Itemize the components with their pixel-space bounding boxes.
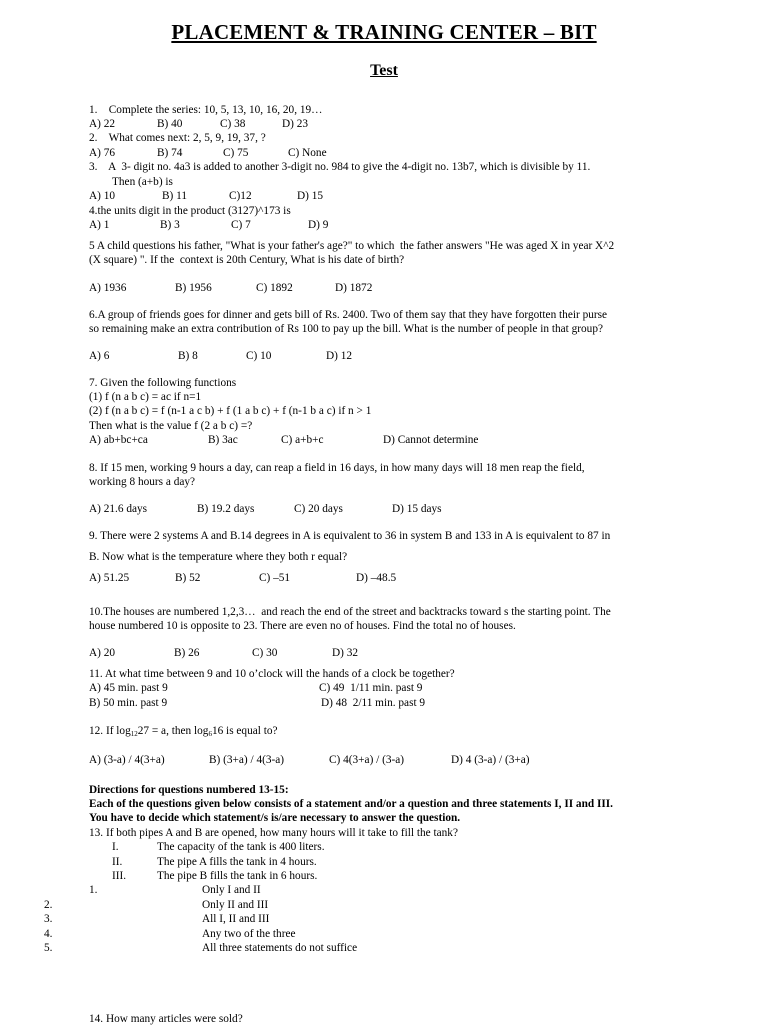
q13-choice-num: 2. [44,899,53,911]
q8-option-d: D) 15 days [392,503,442,515]
q13-statement-num: I. [112,841,119,853]
q13-choice-num: 4. [44,928,53,940]
q10-option-c: C) 30 [252,647,278,659]
q13-choice-num: 3. [44,913,53,925]
question-8-cont: working 8 hours a day? [89,476,196,488]
q12-option-b: B) (3+a) / 4(3-a) [209,754,285,766]
q9-option-c: C) –51 [259,572,291,584]
q13-choice: Only I and II [202,884,261,896]
q2-option-d: C) None [288,147,327,159]
q1-option-b: B) 40 [157,118,183,130]
question-2: 2. What comes next: 2, 5, 9, 19, 37, ? [89,132,266,144]
q13-statement-num: II. [112,856,123,868]
question-9-cont: B. Now what is the temperature where they both r equal? [89,551,348,563]
q8-option-b: B) 19.2 days [197,503,255,515]
q2-option-b: B) 74 [157,147,183,159]
q8-option-a: A) 21.6 days [89,503,148,515]
question-3: 3. A 3- digit no. 4a3 is added to another 3-digit no. 984 to give the 4-digit no. 13b7, which is divisible by 11. [89,161,591,173]
q4-option-b: B) 3 [160,219,180,231]
question-3-cont: Then (a+b) is [112,176,173,188]
question-8: 8. If 15 men, working 9 hours a day, can reap a field in 16 days, in how many days will 18 men reap the field, [89,462,585,474]
q13-choice: All I, II and III [202,913,270,925]
question-12: 12. If $\log_{12}27 = a$, then $\log_616$ is equal to? [89,725,278,738]
q7-option-d: D) Cannot determine [383,434,479,446]
q7-option-b: B) 3ac [208,434,238,446]
q3-option-a: A) 10 [89,190,116,202]
q12-option-d: D) 4 (3-a) / (3+a) [451,754,530,766]
q12-option-a: A) (3-a) / 4(3+a) [89,754,165,766]
q6-option-d: D) 12 [326,350,353,362]
q5-option-b: B) 1956 [175,282,212,294]
q9-option-d: D) –48.5 [356,572,397,584]
question-11: 11. At what time between 9 and 10 o’clock will the hands of a clock be together? [89,668,455,680]
q6-option-b: B) 8 [178,350,198,362]
q10-option-b: B) 26 [174,647,200,659]
q13-statement: The pipe B fills the tank in 6 hours. [157,870,318,882]
q13-choice-num: 5. [44,942,53,954]
question-10: 10.The houses are numbered 1,2,3… and reach the end of the street and backtracks toward s the starting point. The [89,606,611,618]
q13-choice: Any two of the three [202,928,296,940]
q9-option-a: A) 51.25 [89,572,130,584]
q4-option-d: D) 9 [308,219,329,231]
q9-option-b: B) 52 [175,572,201,584]
question-6: 6.A group of friends goes for dinner and gets bill of Rs. 2400. Two of them say that they have forgotten their purse [89,309,608,321]
question-5: 5 A child questions his father, "What is your father's age?" to which the father answers "He was aged X in year X^2 [89,240,615,252]
q7-function-1: (1) f (n a b c) = ac if n=1 [89,391,202,403]
q1-option-d: D) 23 [282,118,309,130]
q5-option-a: A) 1936 [89,282,127,294]
q10-option-d: D) 32 [332,647,359,659]
question-9: 9. There were 2 systems A and B.14 degrees in A is equivalent to 36 in system B and 133 in A is equivalent to 87 in [89,530,611,542]
q3-option-b: B) 11 [162,190,187,202]
q11-option-c: C) 49 1/11 min. past 9 [319,682,423,694]
q8-option-c: C) 20 days [294,503,343,515]
q2-option-a: A) 76 [89,147,116,159]
question-7: 7. Given the following functions [89,377,237,389]
q3-option-d: D) 15 [297,190,324,202]
q2-option-c: C) 75 [223,147,249,159]
q4-option-a: A) 1 [89,219,110,231]
q12-option-c: C) 4(3+a) / (3-a) [329,754,405,766]
page-subtitle: Test [370,62,398,79]
q13-statement: The capacity of the tank is 400 liters. [157,841,325,853]
page-title: PLACEMENT & TRAINING CENTER – BIT [171,20,597,44]
question-4: 4.the units digit in the product (3127)^173 is [89,205,291,217]
q11-option-b: B) 50 min. past 9 [89,697,168,709]
question-13: 13. If both pipes A and B are opened, how many hours will it take to fill the tank? [89,827,458,839]
q7-option-a: A) ab+bc+ca [89,434,148,446]
q6-option-a: A) 6 [89,350,110,362]
directions-heading: Directions for questions numbered 13-15: [89,784,289,796]
q4-option-c: C) 7 [231,219,251,231]
q7-option-c: C) a+b+c [281,434,324,446]
q11-option-a: A) 45 min. past 9 [89,682,168,694]
q5-option-c: C) 1892 [256,282,293,294]
q7-prompt: Then what is the value f (2 a b c) =? [89,420,253,432]
q5-option-d: D) 1872 [335,282,373,294]
q1-option-a: A) 22 [89,118,116,130]
q3-option-c: C)12 [229,190,252,202]
q10-option-a: A) 20 [89,647,116,659]
q7-function-2: (2) f (n a b c) = f (n-1 a c b) + f (1 a b c) + f (n-1 b a c) if n > 1 [89,405,372,417]
question-5-cont: (X square) ". If the context is 20th Century, What is his date of birth? [89,254,405,266]
question-10-cont: house numbered 10 is opposite to 23. There are even no of houses. Find the total no of houses. [89,620,516,632]
q13-choice: Only II and III [202,899,269,911]
q13-statement-num: III. [112,870,127,882]
question-1: 1. Complete the series: 10, 5, 13, 10, 16, 20, 19… [89,104,323,116]
question-14: 14. How many articles were sold? [89,1013,243,1025]
q13-statement: The pipe A fills the tank in 4 hours. [157,856,317,868]
question-6-cont: so remaining make an extra contribution of Rs 100 to pay up the bill. What is the number of people in that group? [89,323,603,335]
q1-option-c: C) 38 [220,118,246,130]
q11-option-d: D) 48 2/11 min. past 9 [321,697,426,709]
q13-choice: All three statements do not suffice [202,942,358,954]
directions-text: Each of the questions given below consists of a statement and/or a question and three statements I, II and III. [89,798,613,810]
q13-choice-num: 1. [89,884,98,896]
directions-text-cont: You have to decide which statement/s is/are necessary to answer the question. [89,812,461,824]
q6-option-c: C) 10 [246,350,272,362]
